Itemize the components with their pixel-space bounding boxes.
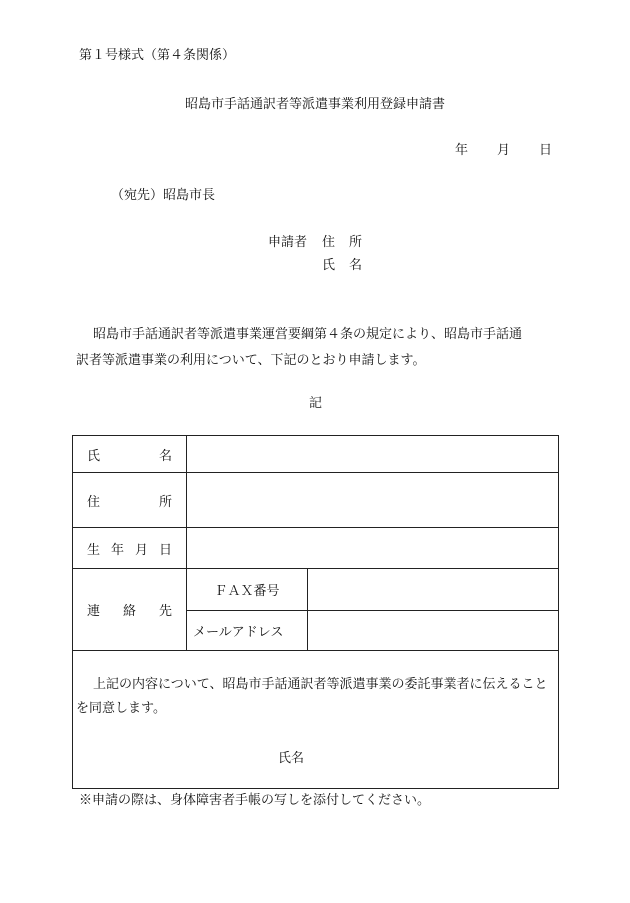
address-field[interactable] (187, 473, 559, 528)
birthdate-label-char-2: 年 (110, 542, 124, 558)
contact-label-char-2: 絡 (122, 604, 136, 619)
name-field[interactable] (187, 436, 559, 473)
applicant-label: 申請者 (268, 235, 308, 250)
consent-cell (73, 651, 559, 789)
applicant-info-table (72, 435, 559, 789)
name-label-char-2: 名 (158, 448, 172, 464)
body-text-line-1: 昭島市手話通訳者等派遣事業運営要綱第４条の規定により、昭島市手話通 (93, 327, 523, 342)
applicant-name-label-2: 名 (349, 258, 363, 273)
contact-label-char-1: 連 (87, 604, 101, 619)
body-text-line-2: 訳者等派遣事業の利用について、下記のとおり申請します。 (76, 353, 426, 368)
fax-label-cell (187, 569, 308, 611)
email-field[interactable] (308, 611, 559, 651)
fax-label: ＦＡＸ番号 (214, 584, 280, 599)
form-title: 昭島市手話通訳者等派遣事業利用登録申請書 (184, 97, 445, 112)
address-label-cell (73, 473, 187, 528)
birthdate-label-char-1: 生 (87, 542, 101, 558)
form-number: 第１号様式（第４条関係） (79, 48, 236, 63)
date-year: 年 (455, 143, 469, 158)
address-label-char-1: 住 (87, 494, 101, 510)
ki-heading: 記 (309, 396, 323, 411)
name-label-char-1: 氏 (87, 448, 101, 464)
address-label-char-2: 所 (158, 494, 172, 510)
email-label-cell (187, 611, 308, 651)
applicant-name-label-1: 氏 (322, 258, 336, 273)
date-day: 日 (539, 143, 553, 158)
contact-label-char-3: 先 (158, 604, 172, 619)
attachment-note: ※申請の際は、身体障害者手帳の写しを添付してください。 (79, 793, 431, 808)
fax-field[interactable] (308, 569, 559, 611)
consent-name-label: 氏名 (278, 751, 305, 766)
applicant-address-label-1: 住 (322, 235, 336, 250)
birthdate-label-char-3: 月 (134, 542, 148, 558)
birthdate-label-cell (73, 528, 187, 569)
date-month: 月 (497, 143, 511, 158)
birthdate-field[interactable] (187, 528, 559, 569)
addressee: （宛先）昭島市長 (111, 188, 216, 203)
consent-text: 上記の内容について、昭島市手話通訳者等派遣事業の委託事業者に伝えることを同意します。 (76, 677, 548, 716)
birthdate-label-char-4: 日 (158, 542, 172, 558)
applicant-address-label-2: 所 (349, 235, 363, 250)
name-label-cell (73, 436, 187, 473)
contact-label-cell (73, 569, 187, 651)
email-label: メールアドレス (193, 625, 284, 640)
